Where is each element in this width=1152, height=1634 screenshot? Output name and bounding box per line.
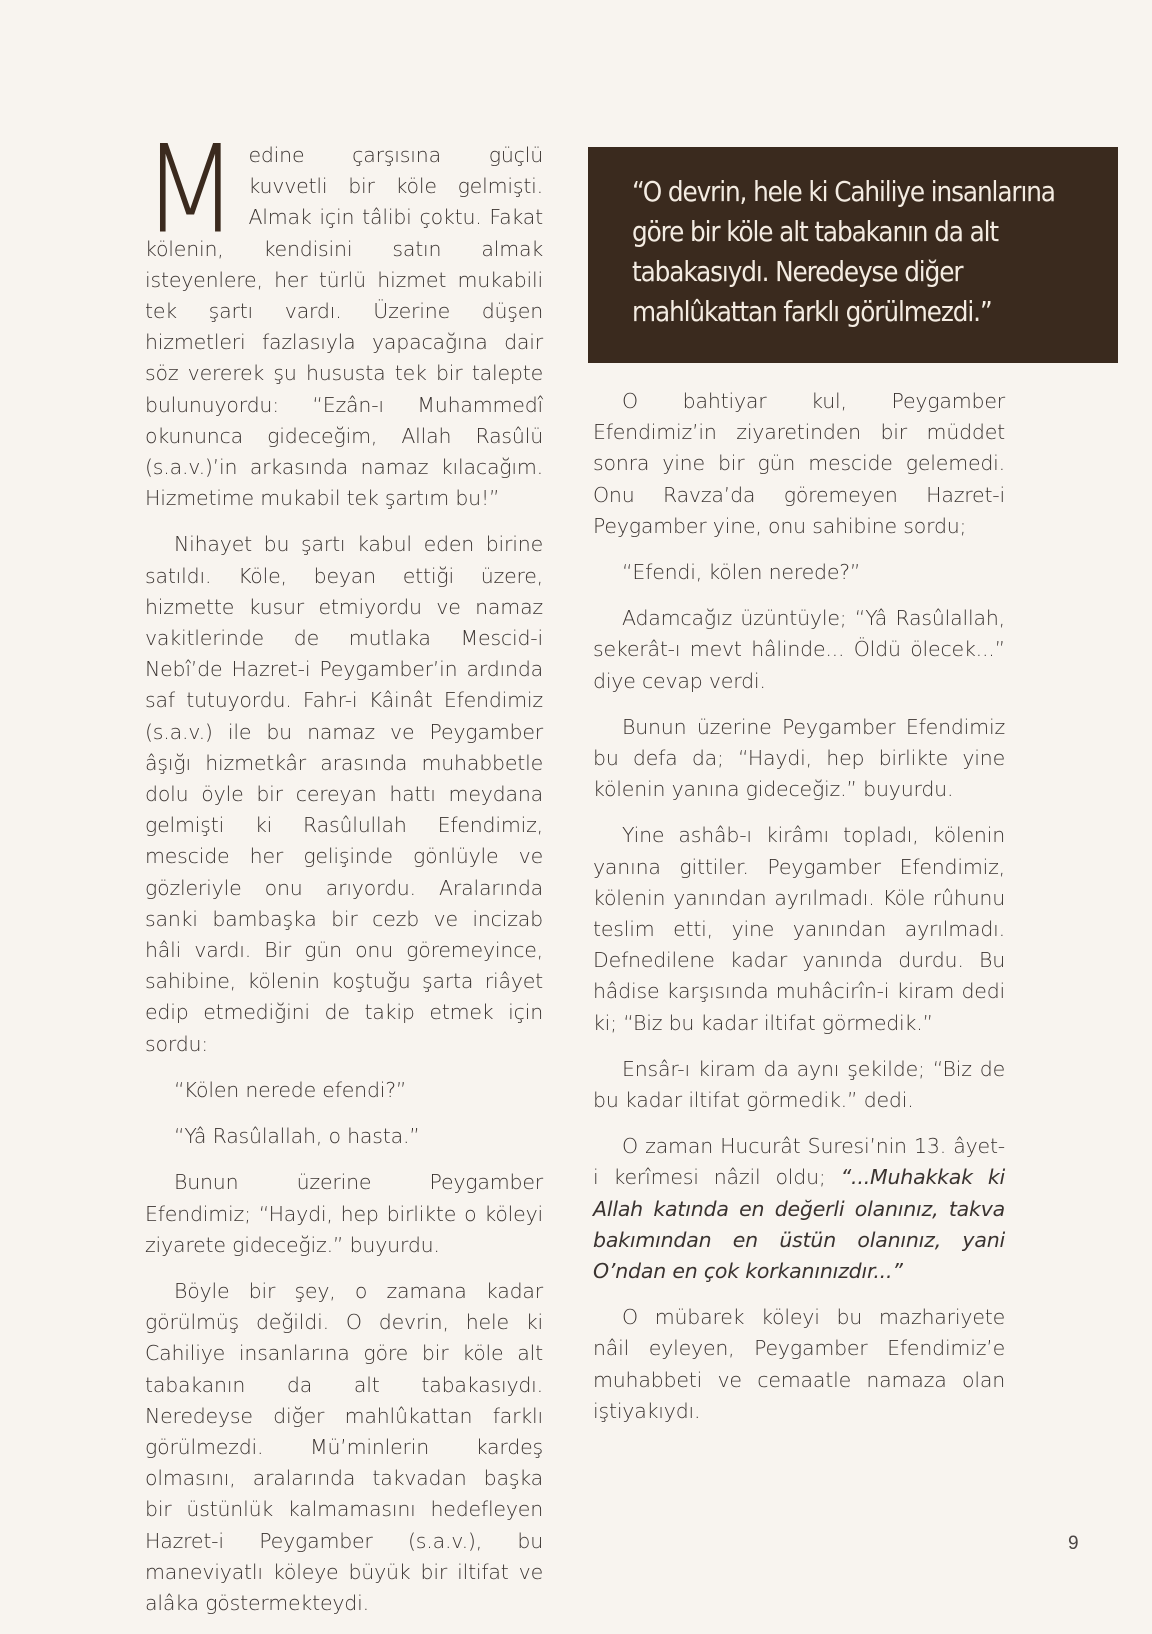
verse-quote: “...Muhakkak ki Allah katında en değerli olanınız, takva bakımından en üstün olanınız, yani O’ndan en çok korkanınızdır...” — [593, 1165, 1005, 1284]
paragraph: Ensâr-ı kiram da aynı şekilde; “Biz de bu kadar iltifat görmedik.” dedi. — [593, 1056, 1005, 1113]
dialogue-line: “Kölen nerede efendi?” — [174, 1077, 407, 1102]
pull-quote-box — [588, 147, 1118, 363]
right-column — [593, 386, 1005, 1442]
dialogue-line: “Yâ Rasûlallah, o hasta.” — [174, 1124, 420, 1149]
page-number: 9 — [1068, 1533, 1079, 1554]
verse-intro: O zaman Hucurât Suresi’nin 13. âyet-i kerîmesi nâzil oldu; — [593, 1134, 1005, 1190]
pull-quote-text: “O devrin, hele ki Cahiliye insanlarına göre bir köle alt tabakanın da alt tabakasıydı. Neredeyse diğer mahlûkattan farklı görülmezdi.” — [632, 176, 1055, 328]
verse-paragraph — [593, 1131, 1005, 1287]
closing-paragraph: O mübarek köleyi bu mazhariyete nâil eyleyen, Peygamber Efendimiz’e muhabbeti ve cemaatle namaza olan iştiyakıydı. — [593, 1305, 1005, 1423]
paragraph: Bunun üzerine Peygamber Efendimiz bu defa da; “Haydi, hep birlikte yine kölenin yanına gideceğiz.” buyurdu. — [593, 714, 1005, 802]
paragraph: Adamcağız üzüntüyle; “Yâ Rasûlallah, sekerât-ı mevt hâlinde... Öldü ölecek...” diye cevap verdi. — [593, 606, 1005, 693]
paragraph: Bunun üzerine Peygamber Efendimiz; “Haydi, hep birlikte o köleyi ziyarete gideceğiz.” buyurdu. — [145, 1170, 543, 1257]
paragraph: Böyle bir şey, o zamana kadar görülmüş değildi. O devrin, hele ki Cahiliye insanlarına göre bir köle alt tabakanın da alt tabakasıydı. Neredeyse diğer mahlûkattan farklı görülmezdi. Mü’minlerin kardeş olmasını, aralarında takvadan başka bir üstünlük kalmamasını hedefleyen Hazret-i Peygamber (s.a.v.), bu maneviyatlı köleye büyük bir iltifat ve alâka göstermekteydi. — [145, 1278, 543, 1615]
left-column — [142, 120, 543, 1634]
paragraph: Nihayet bu şartı kabul eden birine satıldı. Köle, beyan ettiği üzere, hizmette kusur etmiyordu ve namaz vakitlerinde de mutlaka Mescid-i Nebî’de Hazret-i Peygamber’in ardında saf tutuyordu. Fahr-i Kâinât Efendimiz (s.a.v.) ile bu namaz ve Peygamber âşığı hizmetkâr arasında muhabbetle dolu öyle bir cereyan hattı meydana gelmişti ki Rasûlullah Efendimiz, mescide her gelişinde gönlüyle ve gözleriyle onu arıyordu. Aralarında sanki bambaşka bir cezb ve incizab hâli vardı. Bir gün onu göremeyince, sahibine, kölenin koştuğu şarta riâyet edip etmediğini de takip etmek için sordu: — [145, 532, 543, 1056]
drop-cap: M — [142, 120, 239, 261]
dialogue-line: “Efendi, kölen nerede?” — [622, 560, 861, 585]
opening-text: edine çarşısına güçlü kuvvetli bir köle gelmişti. Almak için tâlibi çoktu. Fakat kölenin, kendisini satın almak isteyenlere, her türlü hizmet mukabili tek şartı vardı. Üzerine düşen hizmetleri fazlasıyla yapacağına dair söz vererek şu hususta tek bir talepte bulunuyordu: “Ezân-ı Muhammedî okununca gideceğim, Allah Rasûlü (s.a.v.)’in arkasında namaz kılacağım. Hizmetime mukabil tek şartım bu!” — [145, 143, 543, 511]
paragraph: Yine ashâb-ı kirâmı topladı, kölenin yanına gittiler. Peygamber Efendimiz, kölenin yanından ayrılmadı. Köle rûhunu teslim etti, yine yanından ayrılmadı. Defnedilene kadar yanında durdu. Bu hâdise karşısında muhâcirîn-i kiram dedi ki; “Biz bu kadar iltifat görmedik.” — [593, 823, 1005, 1035]
paragraph-opening — [142, 120, 543, 514]
paragraph: O bahtiyar kul, Peygamber Efendimiz’in ziyaretinden bir müddet sonra yine bir gün mescide gelemedi. Onu Ravza’da göremeyen Hazret-i Peygamber yine, onu sahibine sordu; — [593, 389, 1005, 538]
